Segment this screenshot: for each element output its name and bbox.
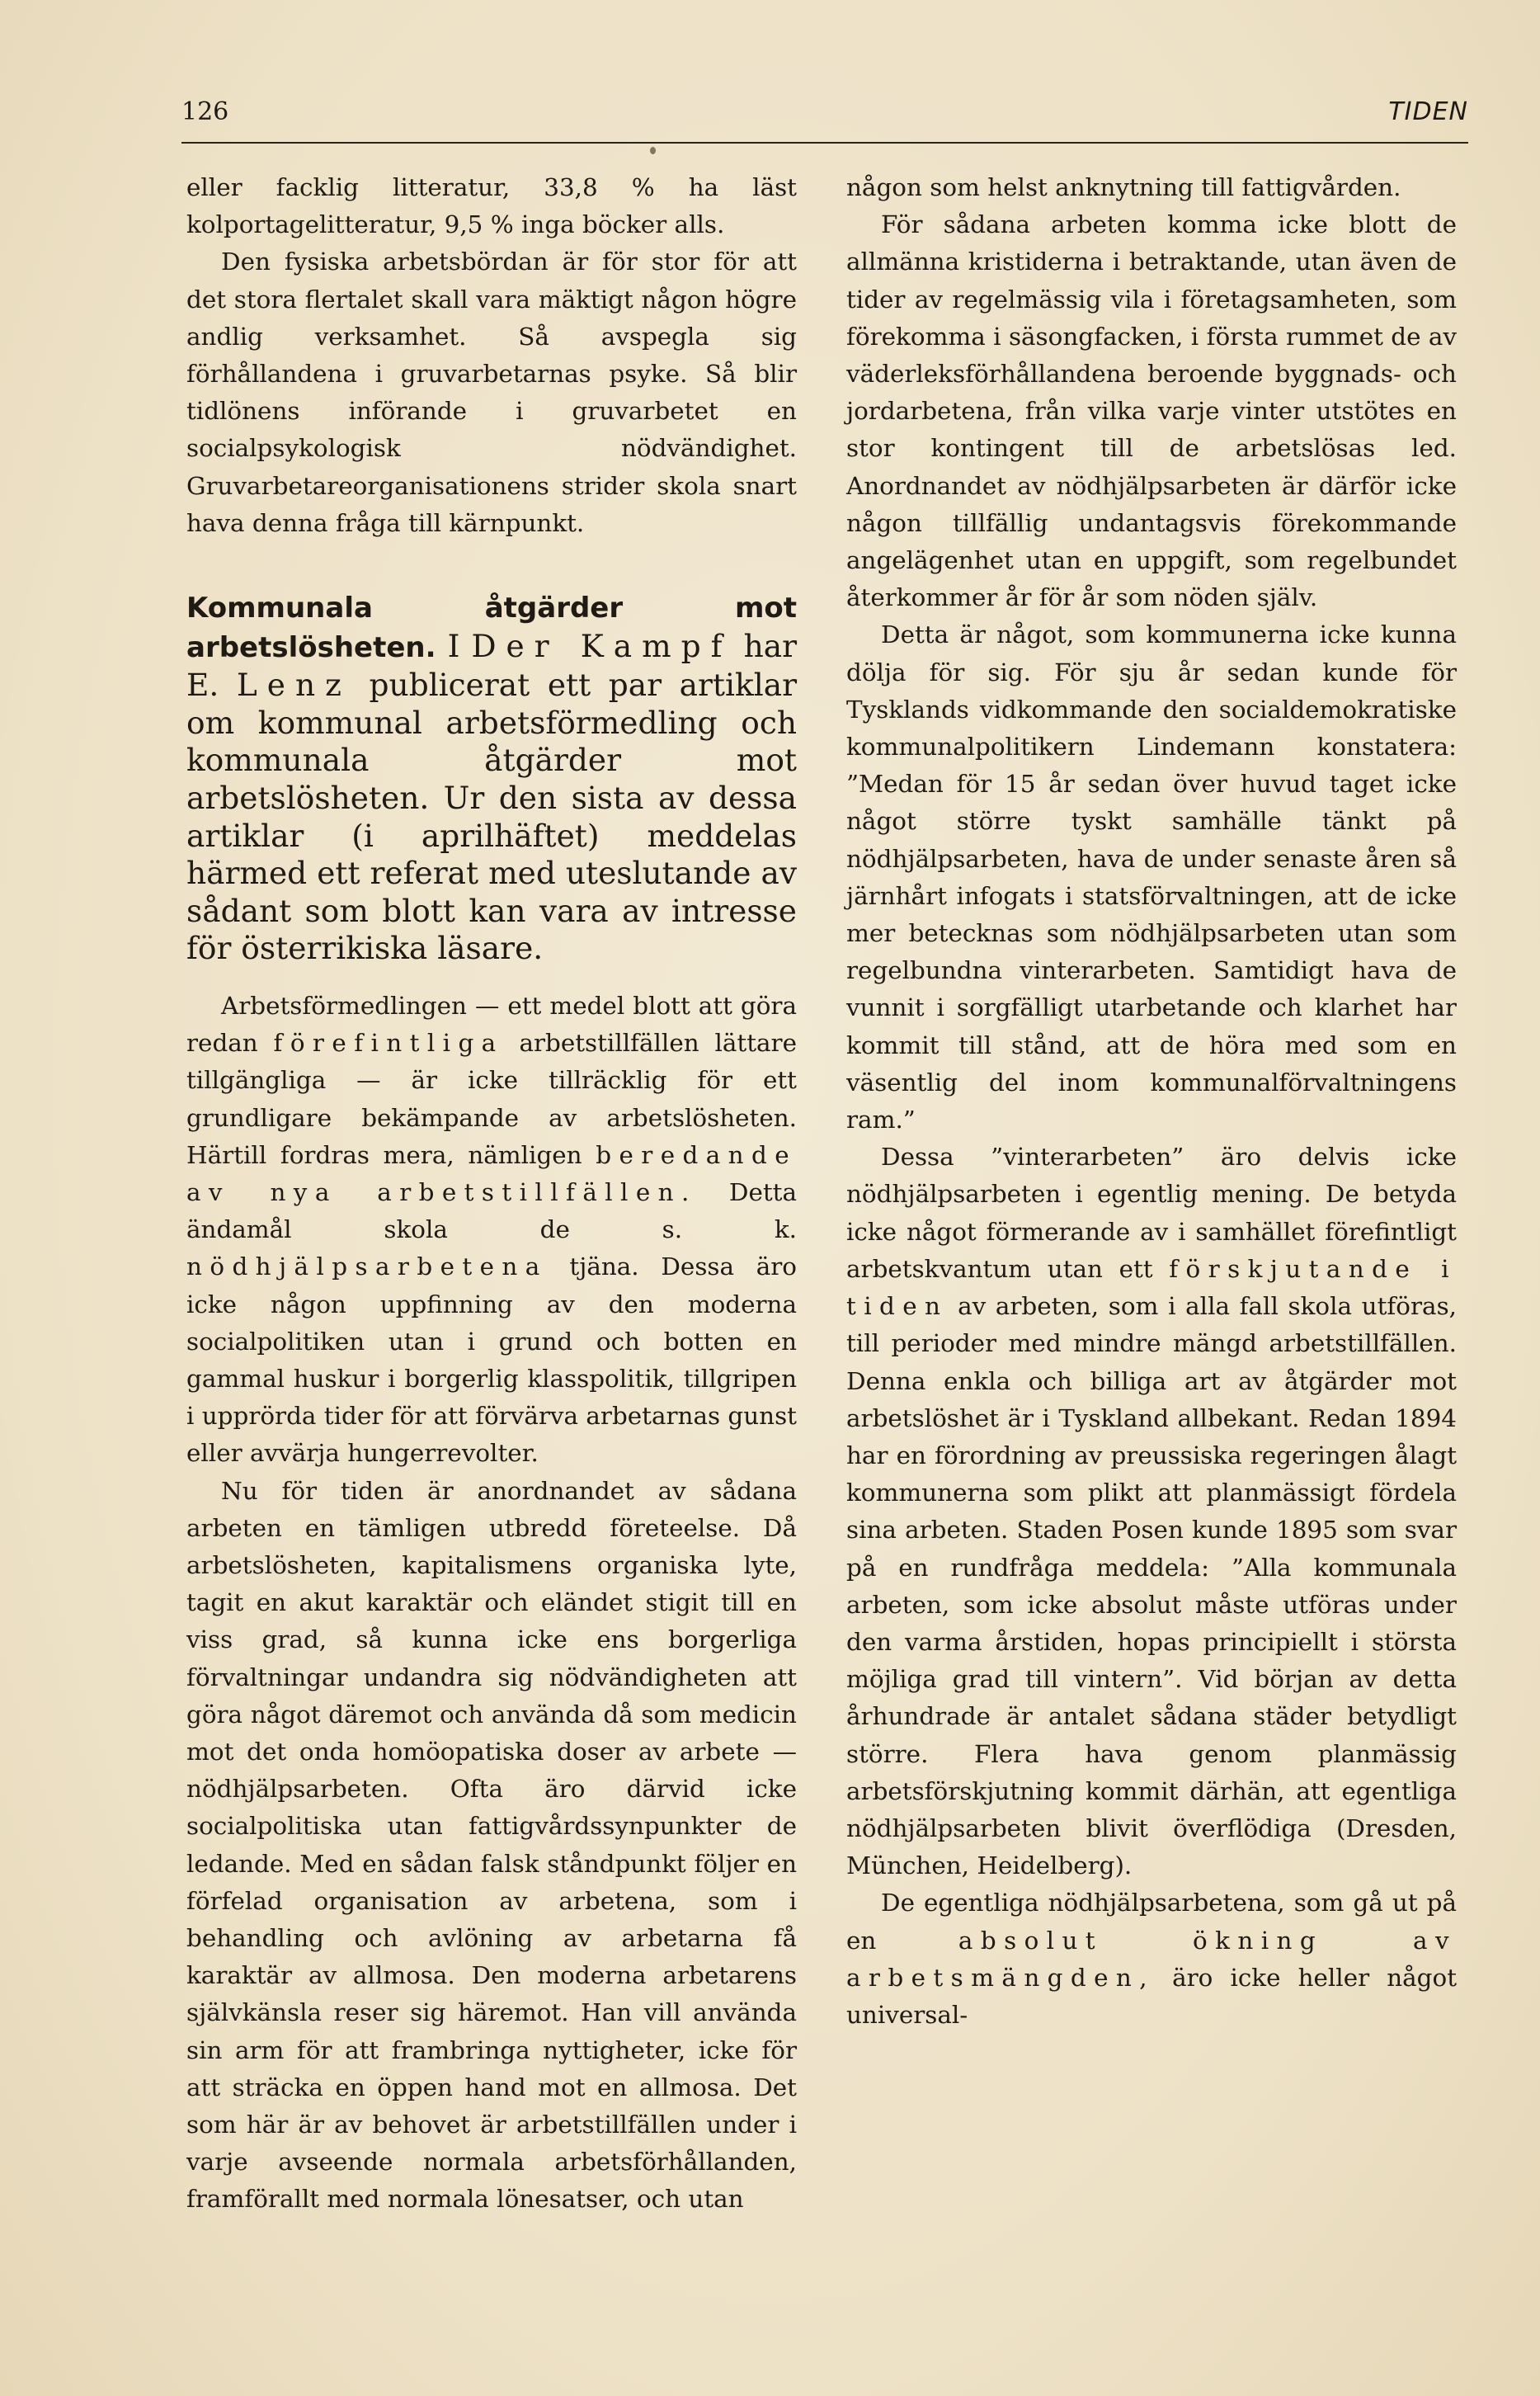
running-head [181, 97, 1468, 142]
section-intro: Kommunala åtgärder mot arbetslösheten. I Der Kampf har E. Lenz publicerat ett par artiklar om kommunal arbetsförmedling och kommunala åtgärder mot arbetslösheten. Ur den sista av dessa artiklar (i aprilhäftet) meddelas härmed ett referat med uteslutande av sådant som blott kan vara av intresse för österrikiska läsare. [186, 592, 797, 967]
paragraph-winter-works: Dessa ”vinterarbeten” äro delvis icke nödhjälpsarbeten i egentlig mening. De betyda icke något förmerande av i samhället förefintligt arbetskvantum utan ett förskjutande i tiden av arbeten, som i alla fall skola utföras, till perioder med mindre mängd arbetstillfällen. Denna enkla och billiga art av åtgärder mot arbetslöshet är i Tyskland allbekant. Redan 1894 har en förordning av preussiska regeringen ålagt kommunerna som plikt att planmässigt fördela sina arbeten. Staden Posen kunde 1895 som svar på en rundfråga meddela: ”Alla kommunala arbeten, som icke absolut måste utföras under den varma årstiden, hopas principiellt i största möjliga grad till vintern”. Vid början av detta århundrade är antalet sådana städer betydligt större. Flera hava genom planmässig arbetsförskjutning kommit därhän, att egentliga nödhjälpsarbeten blivit överflödiga (Dresden, München, Heidelberg). [846, 1143, 1457, 1880]
header-rule [181, 142, 1468, 144]
left-column [186, 169, 797, 2219]
paragraph-continued: någon som helst anknytning till fattigvården. [846, 173, 1401, 201]
journal-title: TIDEN [1388, 97, 1468, 126]
paragraph-continued: eller facklig litteratur, 33,8 % ha läst kolportagelitteratur, 9,5 % inga böcker alls. [186, 173, 797, 239]
paragraph-seasonal-work: För sådana arbeten komma icke blott de allmänna kristiderna i betraktande, utan även de tider av regelmässig vila i företagsamheten, som förekomma i säsongfacken, i första rummet de av väderleksförhållandena beroende byggnads- och jordarbetena, från vilka varje vinter utstötes en stor kontingent till de arbetslösas led. Anordnandet av nödhjälpsarbeten är därför icke någon tillfällig undantagsvis förekommande angelägenhet utan en uppgift, som regelbundet återkommer år för år som nöden själv. [846, 210, 1457, 612]
emphasis-text: nödhjälpsarbetena [186, 1252, 548, 1281]
section-heading: Kommunala åtgärder mot arbetslösheten. [186, 592, 797, 664]
emphasis-text: beredande av nya arbetstillfällen. [186, 1140, 798, 1206]
emphasis-text: absolut ökning av arbetsmängden, [846, 1926, 1457, 1992]
print-speck [650, 147, 656, 154]
page-number: 126 [181, 97, 229, 126]
paragraph-mining-psyche: Den fysiska arbetsbördan är för stor för att det stora flertalet skall vara mäktigt någon högre andlig verksamhet. Så avspegla sig förhållandena i gruvarbetarnas psyke. Så blir tidlönens införande i gruvarbetet en socialpsykologisk nödvändighet. Gruvarbetareorganisationens strider skola snart hava denna fråga till kärnpunkt. [186, 248, 797, 537]
paragraph-lindemann: Detta är något, som kommunerna icke kunna dölja för sig. För sju år sedan kunde för Tysklands vidkommande den socialdemokratiske kommunalpolitikern Lindemann konstatera: ”Medan för 15 år sedan över huvud taget icke något större tyskt samhälle tänkt på nödhjälpsarbeten, hava de under senaste åren så järnhårt infogats i statsförvaltningen, att de icke mer betecknas som nödhjälpsarbeten utan som regelbundna vinterarbeten. Samtidigt hava de vunnit i sorgfälligt utarbetande och klarhet har kommit till stånd, att de höra med som en väsentlig del inom kommunalförvaltningens ram.” [846, 620, 1457, 1134]
right-column [846, 169, 1457, 2034]
author-name: Lenz [236, 667, 351, 704]
paragraph-relief-works: Nu för tiden är anordnandet av sådana arbeten en tämligen utbredd företeelse. Då arbetslösheten, kapitalismens organiska lyte, tagit en akut karaktär och eländet stigit till en viss grad, så kunna icke ens borgerliga förvaltningar undandra sig nödvändigheten att göra något däremot och använda då som medicin mot det onda homöopatiska doser av arbete — nödhjälpsarbeten. Ofta äro därvid icke socialpolitiska utan fattigvårdssynpunkter de ledande. Med en sådan falsk ståndpunkt följer en förfelad organisation av arbetena, som i behandling och avlöning av arbetarna få karaktär av allmosa. Den moderna arbetarens självkänsla reser sig häremot. Han vill använda sin arm för att frambringa nyttigheter, icke för att sträcka en öppen hand mot en allmosa. Det som här är av behovet är arbetstillfällen under i varje avseende normala arbetsförhållanden, framförallt med normala lönesatser, och utan [186, 1476, 797, 2214]
journal-reference: Der Kampf [471, 627, 732, 664]
emphasis-text: förskjutande i tiden [846, 1254, 1457, 1321]
paragraph-actual-relief: De egentliga nödhjälpsarbetena, som gå ut på en absolut ökning av arbetsmängden, äro icke heller något universal- [846, 1889, 1458, 2029]
paragraph-labour-exchange: Arbetsförmedlingen — ett medel blott att göra redan förefintliga arbetstillfällen lättare tillgängliga — är icke tillräcklig för ett grundligare bekämpande av arbetslösheten. Härtill fordras mera, nämligen beredande av nya arbetstillfällen. Detta ändamål skola de s. k. nödhjälpsarbetena tjäna. Dessa äro icke någon uppfinning av den moderna socialpolitiken utan i grund och botten en gammal huskur i borgerlig klasspolitik, tillgripen i upprörda tider för att förvärva arbetarnas gunst eller avvärja hungerrevolter. [186, 991, 798, 1468]
emphasis-text: förefintliga [273, 1029, 504, 1058]
